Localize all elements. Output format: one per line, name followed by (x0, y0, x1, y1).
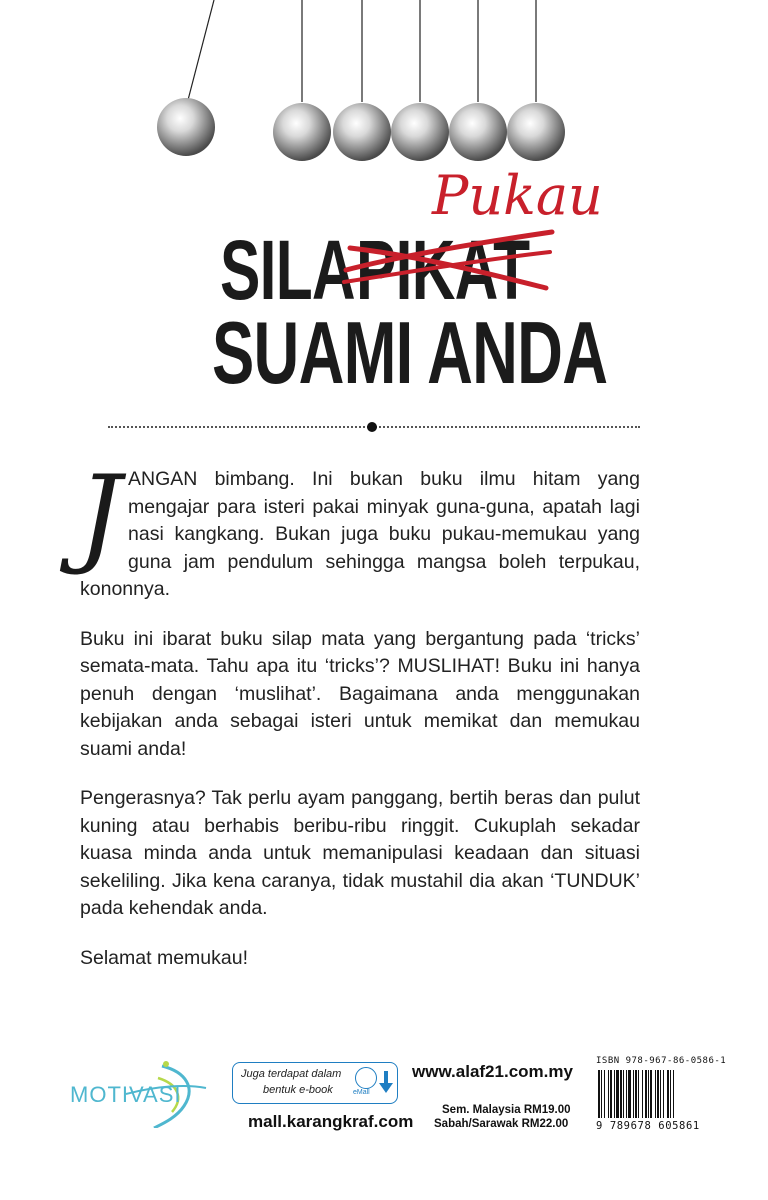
website-alaf21: www.alaf21.com.my (412, 1062, 573, 1081)
title-line1: SILA (220, 223, 355, 317)
barcode-bar (657, 1070, 659, 1118)
ebook-line1: Juga terdapat dalam (241, 1068, 342, 1080)
barcode-bar (645, 1070, 647, 1118)
barcode-bar (638, 1070, 639, 1118)
barcode-digits: 9 789678 605861 (596, 1120, 700, 1132)
barcode-bar (626, 1070, 627, 1118)
barcode-bar (648, 1070, 649, 1118)
title-line2: SUAMI ANDA (212, 303, 608, 402)
paragraph-3: Pengerasnya? Tak perlu ayam panggang, bertih beras dan pulut kuning atau berhabis beribu-ribu ringgit. Cukuplah sekadar kuasa minda anda untuk memanipulasi keadaan dan situasi sekeliling. Jika kena caranya, tidak mustahil dia akan ‘TUNDUK’ pada kehendak anda. (80, 787, 640, 919)
barcode-bar (601, 1070, 602, 1118)
barcode-bar (667, 1070, 669, 1118)
strike-through-mark (340, 226, 556, 296)
pendulum-ball (391, 103, 449, 161)
barcode-bar (633, 1070, 634, 1118)
drop-cap: J (78, 453, 122, 578)
barcode-bar (620, 1070, 622, 1118)
pendulum-ball (157, 98, 215, 156)
title-replacement-word: Pukau (432, 164, 603, 227)
paragraph-2: Buku ini ibarat buku silap mata yang bergantung pada ‘tricks’ semata-mata. Tahu apa itu ‘tricks’? MUSLIHAT! Buku ini hanya penuh dengan ‘muslihat’. Bagaimana anda menggunakan kebijakan anda sebagai isteri untuk memikat dan memukau suami anda! (80, 627, 640, 760)
barcode-bar (604, 1070, 605, 1118)
website-karangkraf: mall.karangkraf.com (248, 1112, 414, 1131)
isbn-label: ISBN 978-967-86-0586-1 (596, 1056, 727, 1066)
barcode-bar (642, 1070, 643, 1118)
barcode-bar (623, 1070, 624, 1118)
barcode-bar (614, 1070, 615, 1118)
publisher-logo: MOTIVASI (70, 1082, 182, 1107)
barcode-bar (608, 1070, 609, 1118)
pendulum-ball (333, 103, 391, 161)
download-arrow-icon (379, 1069, 393, 1097)
barcode-bar (610, 1070, 612, 1118)
title-struck-word: PIKAT (356, 223, 530, 317)
pendulum-ball (449, 103, 507, 161)
barcode-bar (655, 1070, 656, 1118)
divider-dot (367, 422, 377, 432)
barcode-bar (650, 1070, 652, 1118)
barcode-bar (635, 1070, 637, 1118)
barcode-bar (628, 1070, 631, 1118)
paragraph-1 (78, 453, 640, 604)
paragraph-1-text: ANGAN bimbang. Ini bukan buku ilmu hitam yang mengajar para isteri pakai minyak guna-guna, apatah lagi nasi kangkang. Bukan juga buku pukau-memukau yang guna jam pendulum sehingga mangsa boleh terpukau, kononnya. (80, 468, 640, 600)
emall-icon (355, 1067, 377, 1089)
paragraph-4: Selamat memukau! (80, 946, 248, 969)
barcode-bar (670, 1070, 671, 1118)
barcode-bar (660, 1070, 661, 1118)
emall-label: eMall (353, 1089, 370, 1096)
ebook-availability-box (232, 1062, 398, 1104)
blurb-text (78, 453, 640, 994)
barcode-icon (598, 1070, 710, 1118)
pendulum-ball (507, 103, 565, 161)
barcode-bar (616, 1070, 619, 1118)
newtons-cradle-icon (0, 0, 768, 180)
price-peninsular: Sem. Malaysia RM19.00 (442, 1104, 571, 1116)
price-sabah-sarawak: Sabah/Sarawak RM22.00 (434, 1118, 569, 1130)
pendulum-ball (273, 103, 331, 161)
barcode-bar (673, 1070, 674, 1118)
barcode-bar (663, 1070, 664, 1118)
barcode-bar (598, 1070, 600, 1118)
ebook-line2: bentuk e-book (263, 1084, 333, 1096)
